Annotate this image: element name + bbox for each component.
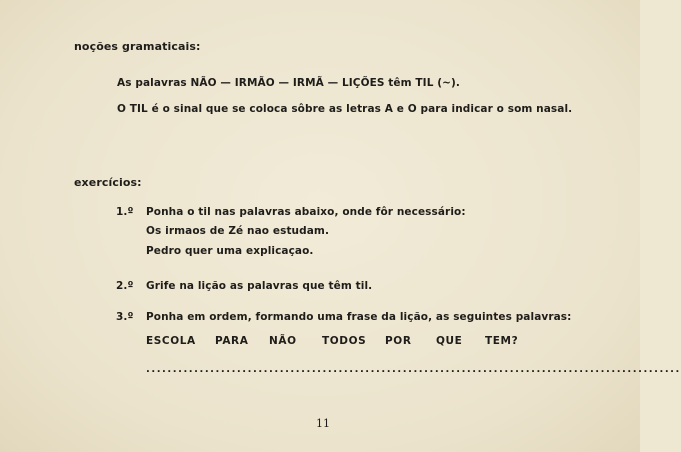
exercise-2-text: Grife na lição as palavras que têm til. <box>146 280 373 292</box>
word-que: QUE <box>436 335 463 347</box>
exercise-3-number: 3.º <box>116 311 134 323</box>
nocoes-heading: noções gramaticais: <box>74 40 201 53</box>
word-para: PARA <box>215 335 249 347</box>
exercise-1-sentence-1: Os irmaos de Zé nao estudam. <box>146 225 330 237</box>
answer-dotted-line: .................................................................................................... <box>146 364 681 375</box>
exercise-1-sentence-2: Pedro quer uma explicaçao. <box>146 245 314 257</box>
page-number: 11 <box>316 417 330 430</box>
exercise-2-number: 2.º <box>116 280 134 292</box>
word-todos: TODOS <box>322 335 367 347</box>
nocoes-line-2: O TIL é o sinal que se coloca sôbre as letras A e O para indicar o som nasal. <box>117 103 573 115</box>
exercise-1-text: Ponha o til nas palavras abaixo, onde fôr necessário: <box>146 206 466 218</box>
exercise-3-text: Ponha em ordem, formando uma frase da lição, as seguintes palavras: <box>146 311 572 323</box>
word-por: POR <box>385 335 412 347</box>
exercicios-heading: exercícios: <box>74 176 142 189</box>
word-escola: ESCOLA <box>146 335 196 347</box>
exercise-1-number: 1.º <box>116 206 134 218</box>
word-tem: TEM? <box>485 335 519 347</box>
word-nao: NÃO <box>269 335 297 347</box>
nocoes-line-1: As palavras NÃO — IRMÃO — IRMÃ — LIÇÕES têm TIL (~). <box>117 77 461 89</box>
